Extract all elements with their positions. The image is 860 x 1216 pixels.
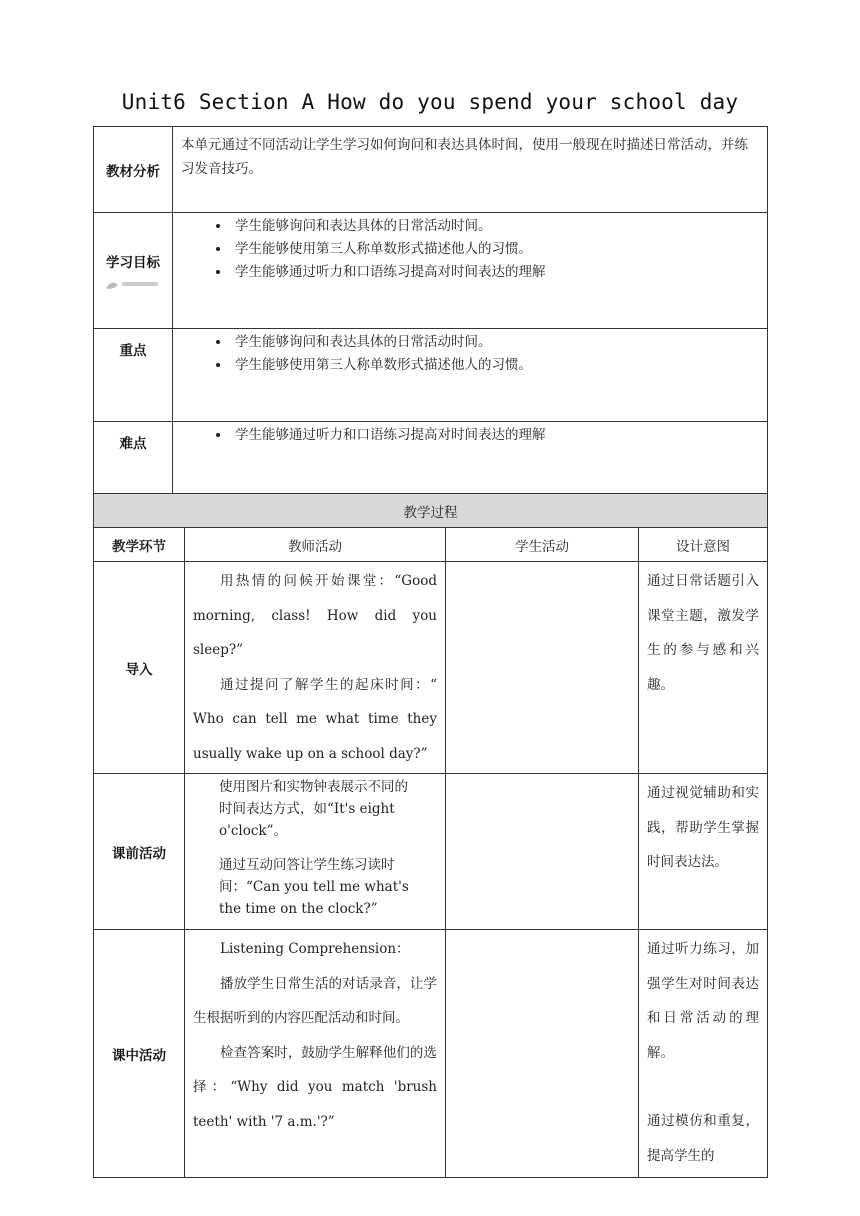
- difficulties-list: [173, 424, 767, 447]
- row-label-cell: [94, 213, 173, 329]
- process-table: [93, 493, 768, 1178]
- info-row-objectives: [94, 213, 768, 329]
- design-intent: 通过视觉辅助和实践，帮助学生掌握时间表达法。: [647, 785, 759, 870]
- list-item: • 学生能够使用第三人称单数形式描述他人的习惯。: [231, 238, 767, 261]
- info-table: [93, 126, 768, 494]
- row-label: 难点: [94, 422, 173, 494]
- list-item: • 学生能够询问和表达具体的日常活动时间。: [231, 331, 767, 354]
- watermark-logo-icon: [104, 277, 162, 291]
- list-item: • 学生能够通过听力和口语练习提高对时间表达的理解: [231, 424, 767, 447]
- objectives-list: [173, 215, 767, 284]
- table-row: [94, 930, 768, 1178]
- table-row: [94, 774, 768, 930]
- column-header: 教师活动: [185, 528, 446, 562]
- list-item: • 学生能够使用第三人称单数形式描述他人的习惯。: [231, 354, 767, 377]
- design-intent: 通过模仿和重复，提高学生的: [647, 1113, 759, 1164]
- teacher-activity: 用热情的问候开始课堂：“Good morning, class! How did you sleep?”: [193, 573, 437, 658]
- analysis-text: 本单元通过不同活动让学生学习如何询问和表达具体时间，使用一般现在时描述日常活动，并练习发音技巧。: [181, 137, 748, 177]
- row-label: 学习目标: [106, 254, 160, 271]
- info-row-key-points: [94, 329, 768, 422]
- info-row-analysis: [94, 127, 768, 213]
- student-activity: [446, 774, 639, 930]
- row-label: 教材分析: [94, 127, 173, 213]
- stage-label: 课前活动: [94, 774, 185, 930]
- teacher-activity: 检查答案时，鼓励学生解释他们的选择：“Why did you match 'brush teeth' with '7 a.m.'?”: [193, 1044, 437, 1130]
- student-activity: [446, 930, 639, 1178]
- row-label: 重点: [94, 329, 173, 422]
- teacher-activity: 通过互动问答让学生练习读时间：“Can you tell me what's the time on the clock?”: [219, 857, 409, 917]
- design-intent: 通过日常话题引入课堂主题，激发学生的参与感和兴趣。: [647, 573, 759, 693]
- column-header: 设计意图: [639, 528, 768, 562]
- teacher-activity: 播放学生日常生活的对话录音，让学生根据听到的内容匹配活动和时间。: [193, 975, 437, 1026]
- teacher-activity: 使用图片和实物钟表展示不同的时间表达方式，如“It's eight o'clock”。: [219, 779, 408, 839]
- teacher-activity: 通过提问了解学生的起床时间：“ Who can tell me what time they usually wake up on a school day?”: [193, 676, 437, 762]
- column-header-row: [94, 528, 768, 562]
- stage-label: 导入: [94, 562, 185, 774]
- design-intent: 通过听力练习，加强学生对时间表达和日常活动的理解。: [647, 941, 759, 1061]
- process-header: 教学过程: [94, 494, 768, 528]
- teacher-activity: Listening Comprehension：: [220, 941, 410, 957]
- column-header: 教学环节: [94, 528, 185, 562]
- list-item: • 学生能够通过听力和口语练习提高对时间表达的理解: [231, 261, 767, 284]
- list-item: • 学生能够询问和表达具体的日常活动时间。: [231, 215, 767, 238]
- info-row-difficulties: [94, 422, 768, 494]
- document-title: Unit6 Section A How do you spend your school day: [121, 90, 739, 114]
- stage-label: 课中活动: [94, 930, 185, 1178]
- key-points-list: [173, 331, 767, 377]
- student-activity: [446, 562, 639, 774]
- column-header: 学生活动: [446, 528, 639, 562]
- table-row: [94, 562, 768, 774]
